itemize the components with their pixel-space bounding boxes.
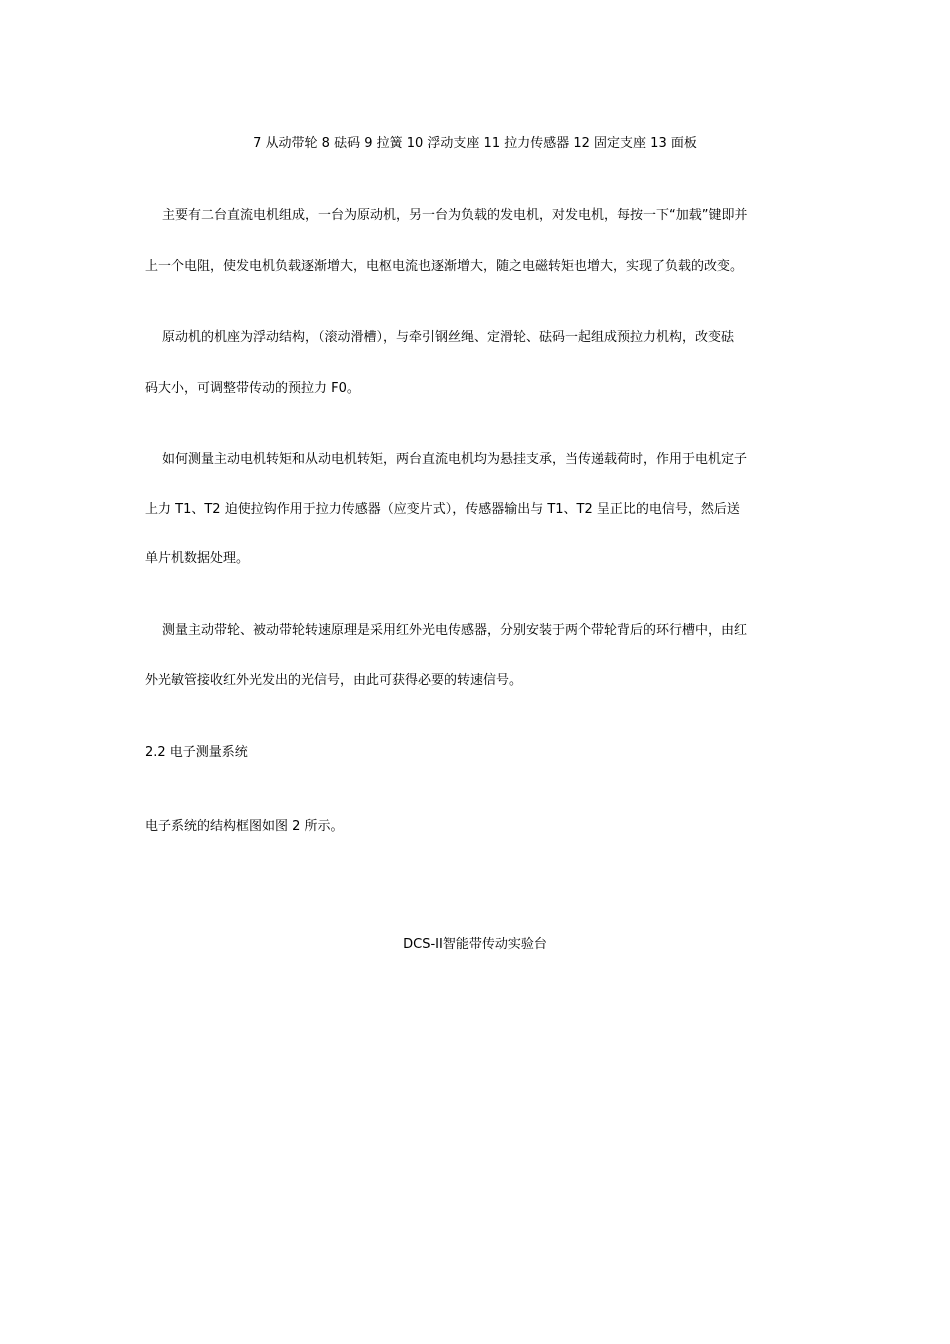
- paragraph-1-line-1: 主要有二台直流电机组成，一台为原动机，另一台为负载的发电机，对发电机，每按一下“加载”键即并: [162, 208, 748, 223]
- paragraph-4-line-1: 测量主动带轮、被动带轮转速原理是采用红外光电传感器，分别安装于两个带轮背后的环行槽中，由红: [162, 623, 748, 638]
- paragraph-1-line-2: 上一个电阻，使发电机负载逐渐增大，电枢电流也逐渐增大，随之电磁转矩也增大，实现了负载的改变。: [145, 259, 744, 274]
- figure-title: DCS-II智能带传动实验台: [403, 937, 547, 952]
- paragraph-3-line-3: 单片机数据处理。: [145, 551, 250, 566]
- paragraph-3-line-1: 如何测量主动电机转矩和从动电机转矩，两台直流电机均为悬挂支承，当传递载荷时，作用于电机定子: [162, 452, 748, 467]
- section-heading: 2.2 电子测量系统: [145, 745, 248, 760]
- caption-line: 7 从动带轮 8 砝码 9 拉簧 10 浮动支座 11 拉力传感器 12 固定支座 13 面板: [253, 136, 697, 151]
- section-intro: 电子系统的结构框图如图 2 所示。: [145, 819, 344, 834]
- paragraph-4-line-2: 外光敏管接收红外光发出的光信号，由此可获得必要的转速信号。: [145, 673, 523, 688]
- paragraph-3-line-2: 上力 T1、T2 迫使拉钩作用于拉力传感器（应变片式），传感器输出与 T1、T2 呈正比的电信号，然后送: [145, 502, 740, 517]
- paragraph-2-line-2: 码大小，可调整带传动的预拉力 F0。: [145, 381, 360, 396]
- paragraph-2-line-1: 原动机的机座为浮动结构，（滚动滑槽），与牵引钢丝绳、定滑轮、砝码一起组成预拉力机构，改变砝: [162, 330, 735, 345]
